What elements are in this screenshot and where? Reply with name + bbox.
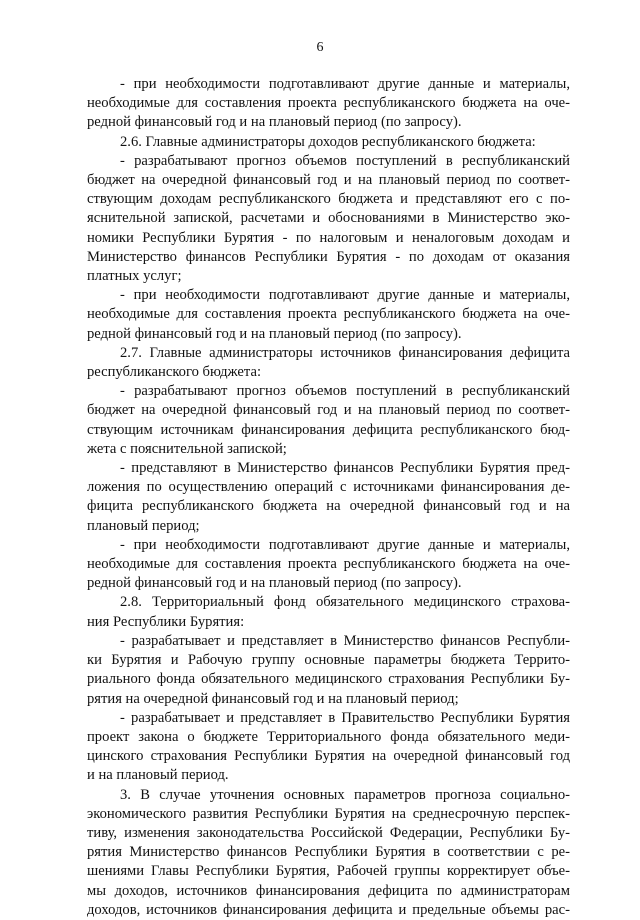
text-line: - при необходимости подготавливают другие данные и материалы, <box>120 536 570 553</box>
text-line: жета с пояснительной запиской; <box>87 440 287 457</box>
text-line: редной финансовый год и на плановый период (по запросу). <box>87 575 462 592</box>
text-line: необходимые для составления проекта республиканского бюджета на оче- <box>87 306 570 323</box>
text-line: рятия Министерство финансов Республики Бурятия в соответствии с ре- <box>87 844 570 861</box>
text-line: - разрабатывает и представляет в Правительство Республики Бурятия <box>120 709 570 726</box>
text-line: - представляют в Министерство финансов Республики Бурятия пред- <box>120 460 570 477</box>
text-line: ствующим источникам финансирования дефицита республиканского бюд- <box>87 421 570 438</box>
text-line: редной финансовый год и на плановый период (по запросу). <box>87 325 462 342</box>
text-line: экономического развития Республики Бурятия на среднесрочную перспек- <box>87 805 570 822</box>
text-line: мы доходов, источников финансирования дефицита по администраторам <box>87 882 570 899</box>
text-line: проект закона о бюджете Территориального фонда обязательного меди- <box>87 728 570 745</box>
text-line: ложения по осуществлению операций с источниками финансирования де- <box>87 479 570 496</box>
text-line: тиву, изменения законодательства Российской Федерации, Республики Бу- <box>87 824 570 841</box>
text-line: Министерство финансов Республики Бурятия - по доходам от оказания <box>87 248 570 265</box>
text-line: и на плановый период. <box>87 767 229 784</box>
text-line: ния Республики Бурятия: <box>87 613 245 630</box>
text-line: шениями Главы Республики Бурятия, Рабочей группы корректирует объе- <box>87 863 570 880</box>
text-line: яснительной запиской, расчетами и обоснованиями в Министерство эко- <box>87 210 570 227</box>
text-line: - разрабатывают прогноз объемов поступлений в республиканский <box>120 383 570 400</box>
text-line: бюджет на очередной финансовый год и на плановый период по соответ- <box>87 402 570 419</box>
text-line: 2.6. Главные администраторы доходов республиканского бюджета: <box>120 133 536 150</box>
text-line: рятия на очередной финансовый год и на плановый период; <box>87 690 459 707</box>
text-line: необходимые для составления проекта республиканского бюджета на оче- <box>87 95 570 112</box>
page-number: 6 <box>316 40 324 55</box>
text-line: необходимые для составления проекта республиканского бюджета на оче- <box>87 556 570 573</box>
text-line: - при необходимости подготавливают другие данные и материалы, <box>120 76 570 92</box>
text-line: бюджет на очередной финансовый год и на плановый период по соответ- <box>87 172 570 189</box>
text-line: ки Бурятия и Рабочую группу основные параметры бюджета Террито- <box>87 652 570 669</box>
text-line: цинского страхования Республики Бурятия на очередной финансовый год <box>87 748 570 765</box>
text-line: платных услуг; <box>87 268 182 285</box>
text-line: 2.8. Территориальный фонд обязательного медицинского страхова- <box>120 594 570 611</box>
text-line: 3. В случае уточнения основных параметров прогноза социально- <box>120 786 570 803</box>
text-line: фицита республиканского бюджета на очередной финансовый год и на <box>87 498 570 515</box>
text-line: - разрабатывает и представляет в Министерство финансов Республи- <box>120 632 570 649</box>
text-line: - при необходимости подготавливают другие данные и материалы, <box>120 287 570 304</box>
text-line: доходов, источников финансирования дефицита и предельные объемы рас- <box>87 901 570 918</box>
text-line: риального фонда обязательного медицинского страхования Республики Бу- <box>87 671 570 688</box>
text-line: плановый период; <box>87 517 200 534</box>
text-line: ствующим доходам республиканского бюджета и представляют его с по- <box>87 191 570 208</box>
text-line: 2.7. Главные администраторы источников финансирования дефицита <box>120 344 570 361</box>
text-line: номики Республики Бурятия - по налоговым и неналоговым доходам и <box>87 229 570 246</box>
document-body <box>87 75 570 920</box>
text-line: республиканского бюджета: <box>87 364 261 381</box>
text-line: - разрабатывают прогноз объемов поступлений в республиканский <box>120 152 570 169</box>
text-line: редной финансовый год и на плановый период (по запросу). <box>87 114 462 131</box>
